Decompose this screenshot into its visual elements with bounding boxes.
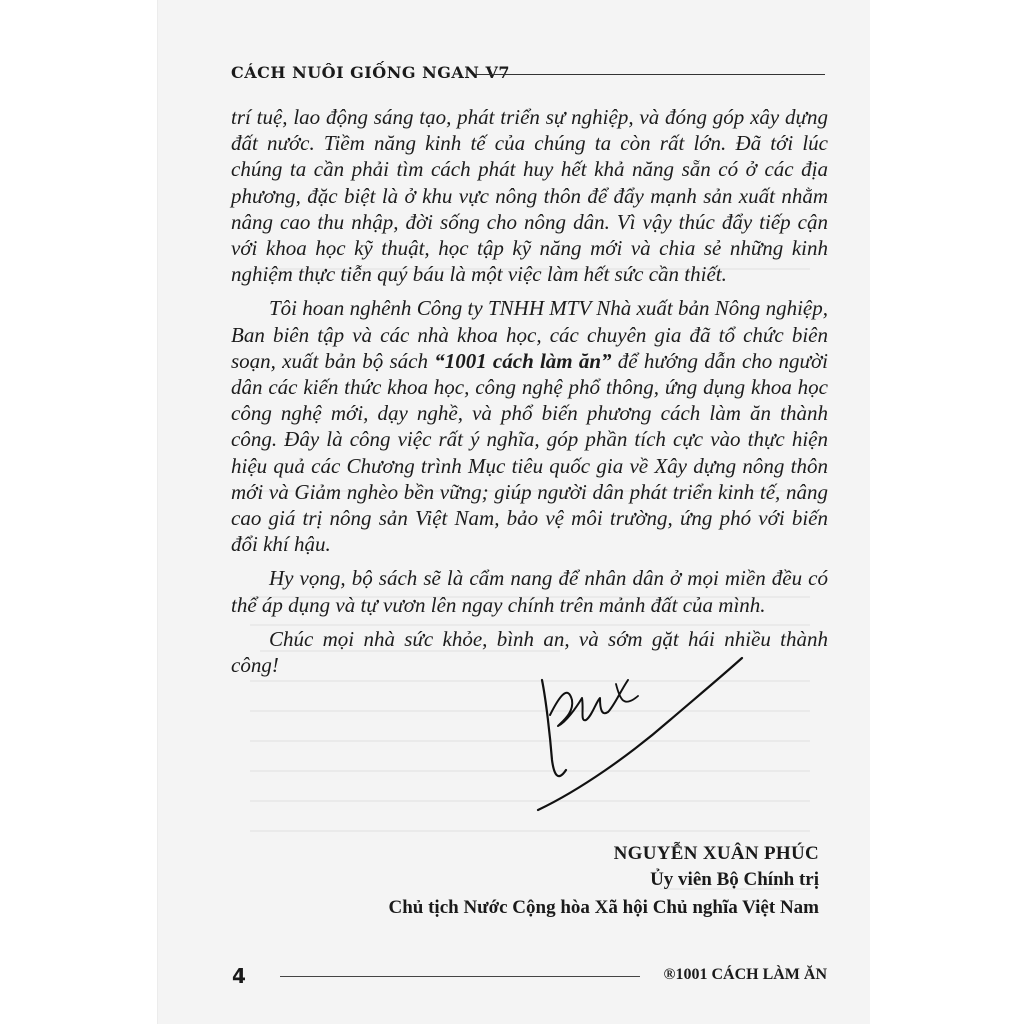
paragraph-2 — [231, 295, 828, 557]
paragraph-2-part-1: Tôi hoan nghênh Công ty TNHH MTV Nhà xuất bản Nông nghiệp, Ban biên tập và các nhà khoa học, các chuyên gia đã tổ chức biên soạn, xuất bản bộ sách — [231, 296, 828, 373]
signer-role-politburo: Ủy viên Bộ Chính trị — [650, 869, 819, 890]
handwritten-signature — [520, 640, 760, 820]
book-series-title: “1001 cách làm ăn” — [434, 348, 612, 373]
paragraph-4: Chúc mọi nhà sức khỏe, bình an, và sớm gặt hái nhiều thành công! — [231, 626, 828, 678]
bleed-through-line — [250, 830, 810, 832]
running-header-title: CÁCH NUÔI GIỐNG NGAN V7 — [231, 63, 511, 82]
paragraph-2-part-2: để hướng dẫn cho người dân các kiến thức khoa học, công nghệ phổ thông, ứng dụng khoa học công nghệ mới, dạy nghề, và phổ biến phương cách làm ăn thành công. Đây là công việc rất ý nghĩa, góp phần tích cực vào thực hiện hiệu quả các Chương trình Mục tiêu quốc gia về Xây dựng nông thôn mới và Giảm nghèo bền vững; giúp người dân phát triển kinh tế, nâng cao giá trị nông sản Việt Nam, bảo vệ môi trường, ứng phó với biến đổi khí hậu. — [231, 348, 828, 557]
signer-name: NGUYỄN XUÂN PHÚC — [613, 843, 819, 864]
paragraph-3: Hy vọng, bộ sách sẽ là cẩm nang để nhân dân ở mọi miền đều có thể áp dụng và tự vươn lên ngay chính trên mảnh đất của mình. — [231, 566, 828, 617]
header-rule — [475, 74, 825, 75]
footer-series-title: ®1001 CÁCH LÀM ĂN — [663, 966, 827, 983]
scan-margin-right — [870, 0, 1024, 1024]
footer-rule — [280, 976, 640, 977]
body-text — [231, 104, 828, 686]
signer-role-president: Chủ tịch Nước Cộng hòa Xã hội Chủ nghĩa Việt Nam — [388, 897, 819, 918]
page-number: 4 — [232, 964, 246, 988]
paragraph-1: trí tuệ, lao động sáng tạo, phát triển sự nghiệp, và đóng góp xây dựng đất nước. Tiềm năng kinh tế của chúng ta còn rất lớn. Đã tới lúc chúng ta cần phải tìm cách phát huy hết khả năng sẵn có ở các địa phương, đặc biệt là ở khu vực nông thôn để đẩy mạnh sản xuất nhằm nâng cao thu nhập, đời sống cho nông dân. Vì vậy thúc đẩy tiếp cận với khoa học kỹ thuật, học tập kỹ năng mới và chia sẻ những kinh nghiệm thực tiễn quý báu là một việc làm hết sức cần thiết. — [231, 105, 828, 287]
scan-margin-left — [0, 0, 158, 1024]
